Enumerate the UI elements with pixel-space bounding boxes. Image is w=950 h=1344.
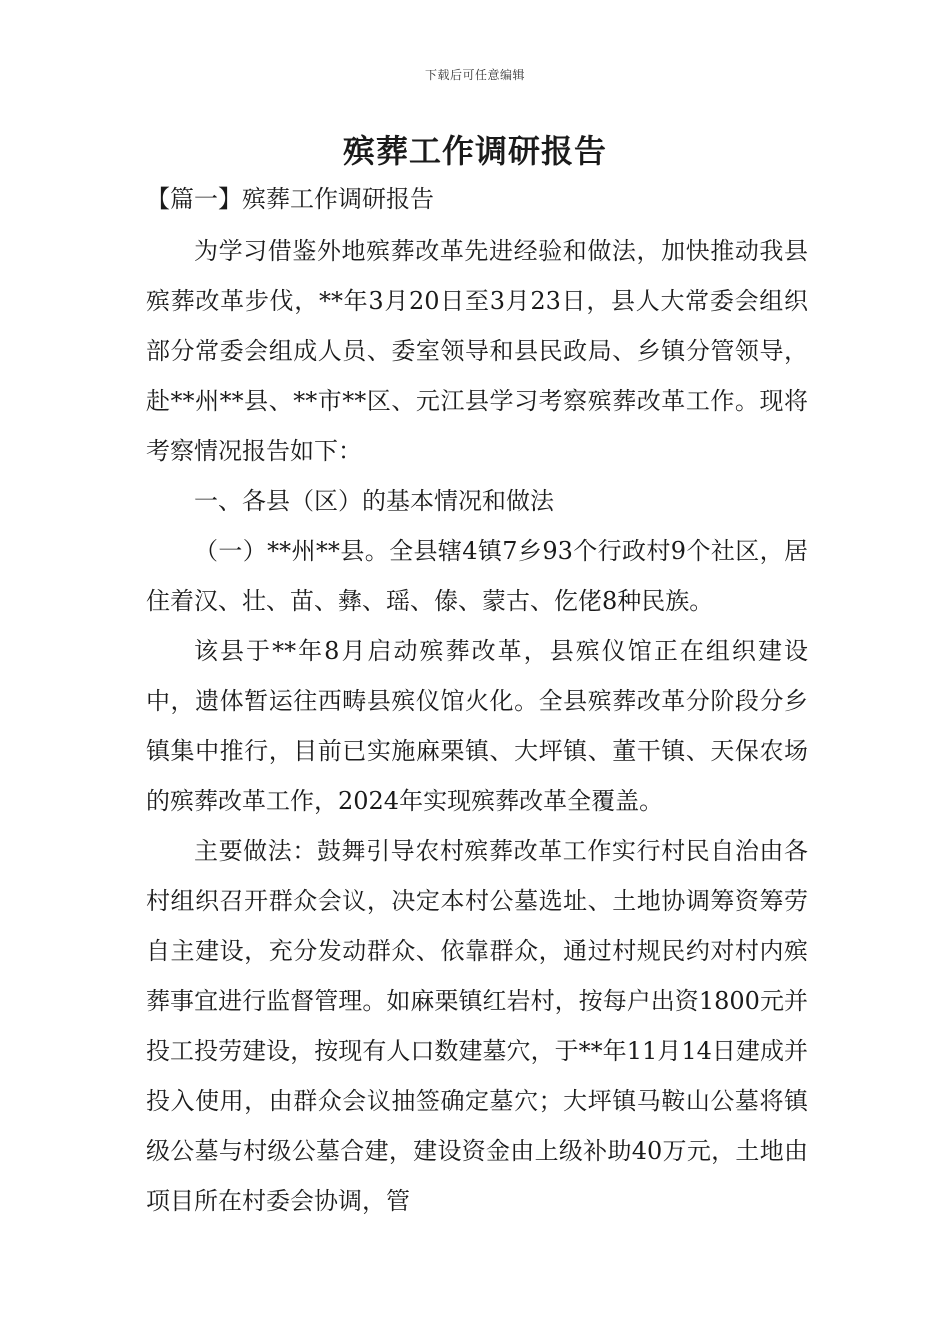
document-subtitle: 【篇一】殡葬工作调研报告 — [146, 185, 434, 213]
paragraph-county-overview: （一）**州**县。全县辖4镇7乡93个行政村9个社区，居住着汉、壮、苗、彝、瑶、傣、蒙古、仡佬8种民族。 — [146, 537, 808, 615]
paragraph-reform-progress: 该县于**年8月启动殡葬改革，县殡仪馆正在组织建设中，遗体暂运往西畴县殡仪馆火化。全县殡葬改革分阶段分乡镇集中推行，目前已实施麻栗镇、大坪镇、董干镇、天保农场的殡葬改革工作，2024年实现殡葬改革全覆盖。 — [146, 637, 808, 815]
section-heading: 一、各县（区）的基本情况和做法 — [194, 487, 554, 515]
paragraph-intro: 为学习借鉴外地殡葬改革先进经验和做法，加快推动我县殡葬改革步伐，**年3月20日至3月23日，县人大常委会组织部分常委会组成人员、委室领导和县民政局、乡镇分管领导，赴**州**县、**市**区、元江县学习考察殡葬改革工作。现将考察情况报告如下： — [146, 237, 808, 465]
document-title: 殡葬工作调研报告 — [342, 132, 607, 170]
header-note: 下载后可任意编辑 — [424, 68, 525, 82]
paragraph-main-practices: 主要做法：鼓舞引导农村殡葬改革工作实行村民自治由各村组织召开群众会议，决定本村公墓选址、土地协调筹资筹劳自主建设，充分发动群众、依靠群众，通过村规民约对村内殡葬事宜进行监督管理。如麻栗镇红岩村，按每户出资1800元并投工投劳建设，按现有人口数建墓穴，于**年11月14日建成并投入使用，由群众会议抽签确定墓穴；大坪镇马鞍山公墓将镇级公墓与村级公墓合建，建设资金由上级补助40万元，土地由项目所在村委会协调，管 — [146, 837, 808, 1215]
document-body — [146, 226, 808, 1226]
